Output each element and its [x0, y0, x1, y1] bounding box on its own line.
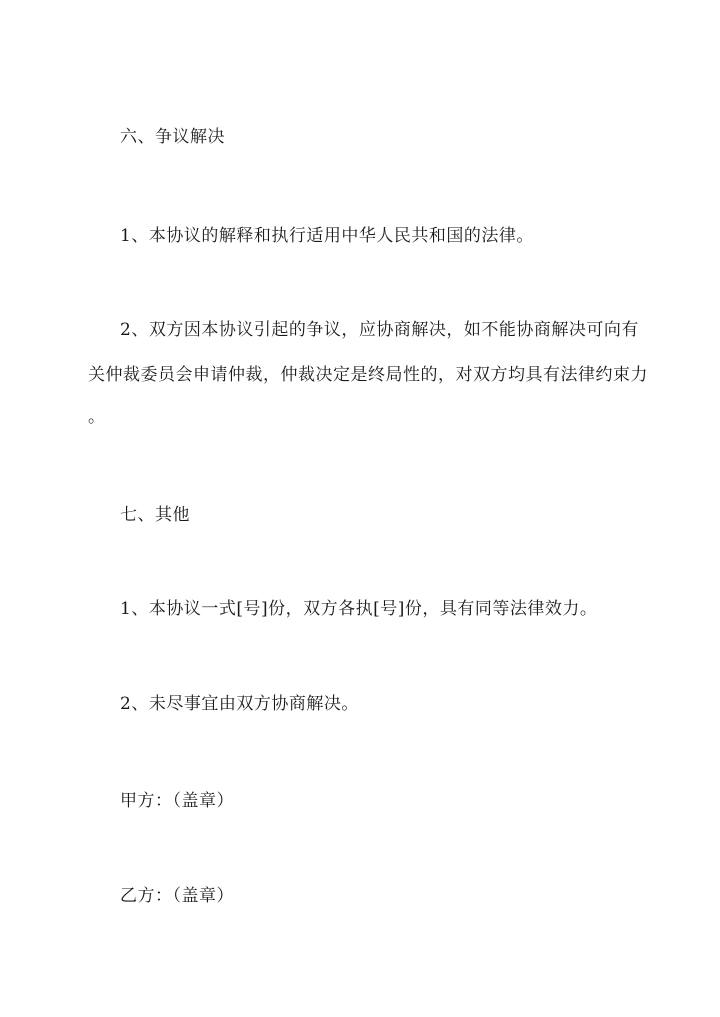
clause-dispute-2-line-1: 2、双方因本协议引起的争议，应协商解决，如不能协商解决可向有: [120, 320, 639, 340]
signature-party-a: 甲方：（盖章）: [120, 791, 234, 811]
clause-dispute-2-line-3: 。: [88, 407, 106, 427]
section-heading-dispute: 六、争议解决: [120, 127, 225, 147]
clause-other-1: 1、本协议一式[号]份，双方各执[号]份，具有同等法律效力。: [120, 599, 598, 619]
clause-dispute-2-line-2: 关仲裁委员会申请仲裁，仲裁决定是终局性的，对双方均具有法律约束力: [88, 365, 648, 385]
clause-dispute-1: 1、本协议的解释和执行适用中华人民共和国的法律。: [120, 226, 534, 246]
signature-party-b: 乙方：（盖章）: [120, 886, 234, 906]
section-heading-other: 七、其他: [120, 505, 190, 525]
clause-other-2: 2、未尽事宜由双方协商解决。: [120, 694, 359, 714]
